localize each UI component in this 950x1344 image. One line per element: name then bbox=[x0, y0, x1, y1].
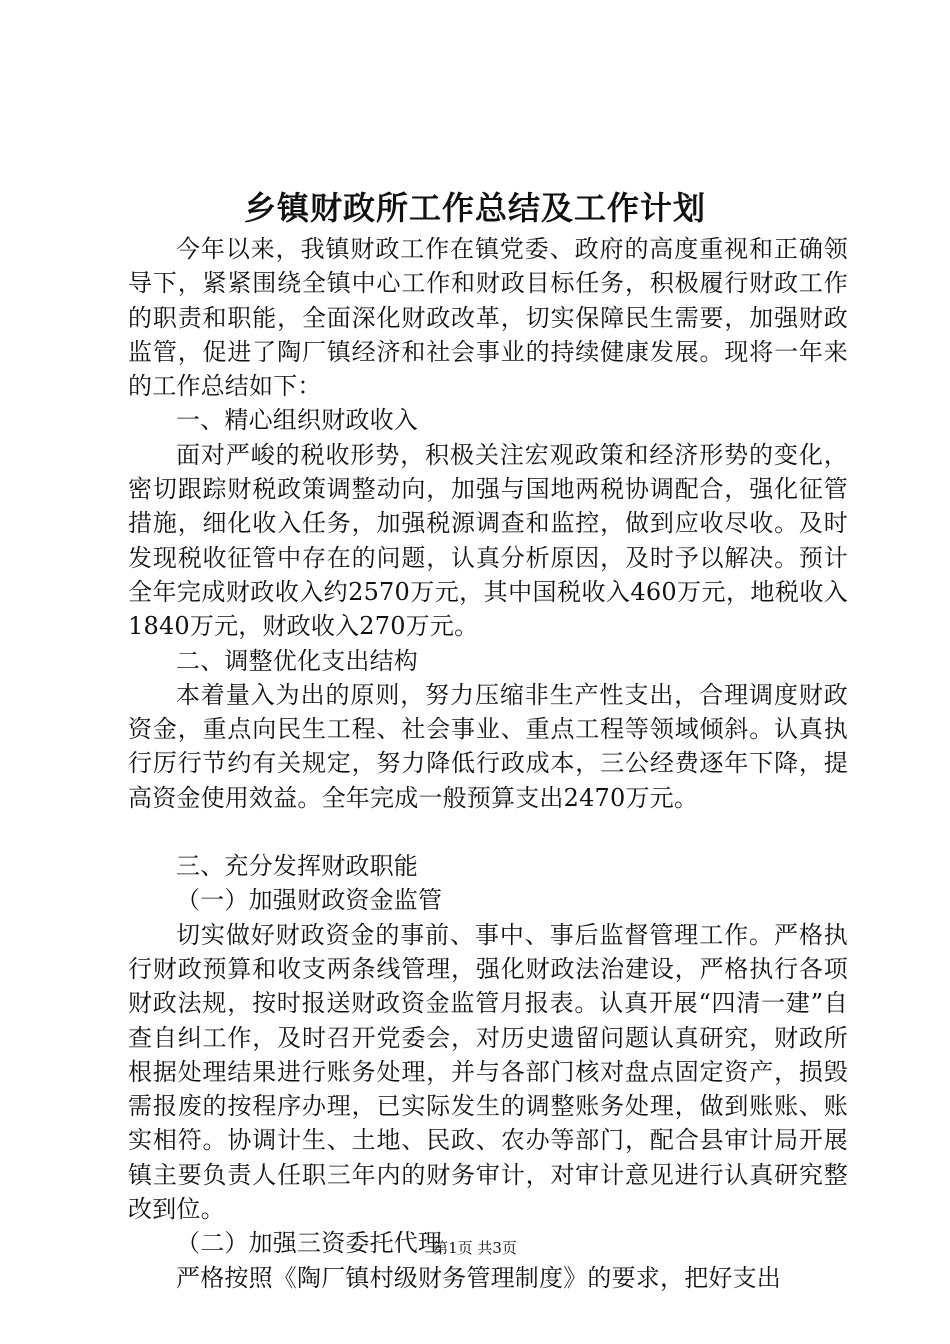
subsection-paragraph-2: 严格按照《陶厂镇村级财务管理制度》的要求，把好支出 bbox=[176, 1263, 781, 1292]
document-body bbox=[128, 232, 848, 1295]
intro-paragraph: 今年以来，我镇财政工作在镇党委、政府的高度重视和正确领导下，紧紧围绕全镇中心工作和财政目标任务，积极履行财政工作的职责和职能，全面深化财政改革，切实保障民生需要，加强财政监管，促进了陶厂镇经济和社会事业的持续健康发展。现将一年来的工作总结如下： bbox=[128, 235, 848, 401]
section-paragraph-2: 本着量入为出的原则，努力压缩非生产性支出，合理调度财政资金，重点向民生工程、社会事业、重点工程等领域倾斜。认真执行厉行节约有关规定，努力降低行政成本，三公经费逐年下降，提高资金使用效益。全年完成一般预算支出2470万元。 bbox=[128, 680, 848, 812]
document-title: 乡镇财政所工作总结及工作计划 bbox=[243, 189, 706, 227]
paragraph-gap bbox=[128, 815, 848, 849]
section-heading-1: 一、精心组织财政收入 bbox=[176, 406, 418, 435]
subsection-paragraph-1: 切实做好财政资金的事前、事中、事后监督管理工作。严格执行财政预算和收支两条线管理，强化财政法治建设，严格执行各项财政法规，按时报送财政资金监管月报表。认真开展“四清一建”自查自纠工作，及时召开党委会，对历史遗留问题认真研究，财政所根据处理结果进行账务处理，并与各部门核对盘点固定资产，损毁需报废的按程序办理，已实际发生的调整账务处理，做到账账、账实相符。协调计生、土地、民政、农办等部门，配合县审计局开展镇主要负责人任职三年内的财务审计，对审计意见进行认真研究整改到位。 bbox=[128, 920, 848, 1224]
subsection-heading-1: （一）加强财政资金监管 bbox=[176, 886, 443, 915]
page-footer: 第1页 共3页 bbox=[433, 1239, 517, 1257]
section-paragraph-1: 面对严峻的税收形势，积极关注宏观政策和经济形势的变化，密切跟踪财税政策调整动向，加强与国地两税协调配合，强化征管措施，细化收入任务，加强税源调查和监控，做到应收尽收。及时发现税收征管中存在的问题，认真分析原因，及时予以解决。预计全年完成财政收入约2570万元，其中国税收入460万元，地税收入1840万元，财政收入270万元。 bbox=[128, 440, 848, 641]
section-heading-2: 二、调整优化支出结构 bbox=[176, 646, 418, 675]
section-heading-3: 三、充分发挥财政职能 bbox=[176, 852, 418, 881]
subsection-heading-2: （二）加强三资委托代理 bbox=[176, 1229, 443, 1258]
